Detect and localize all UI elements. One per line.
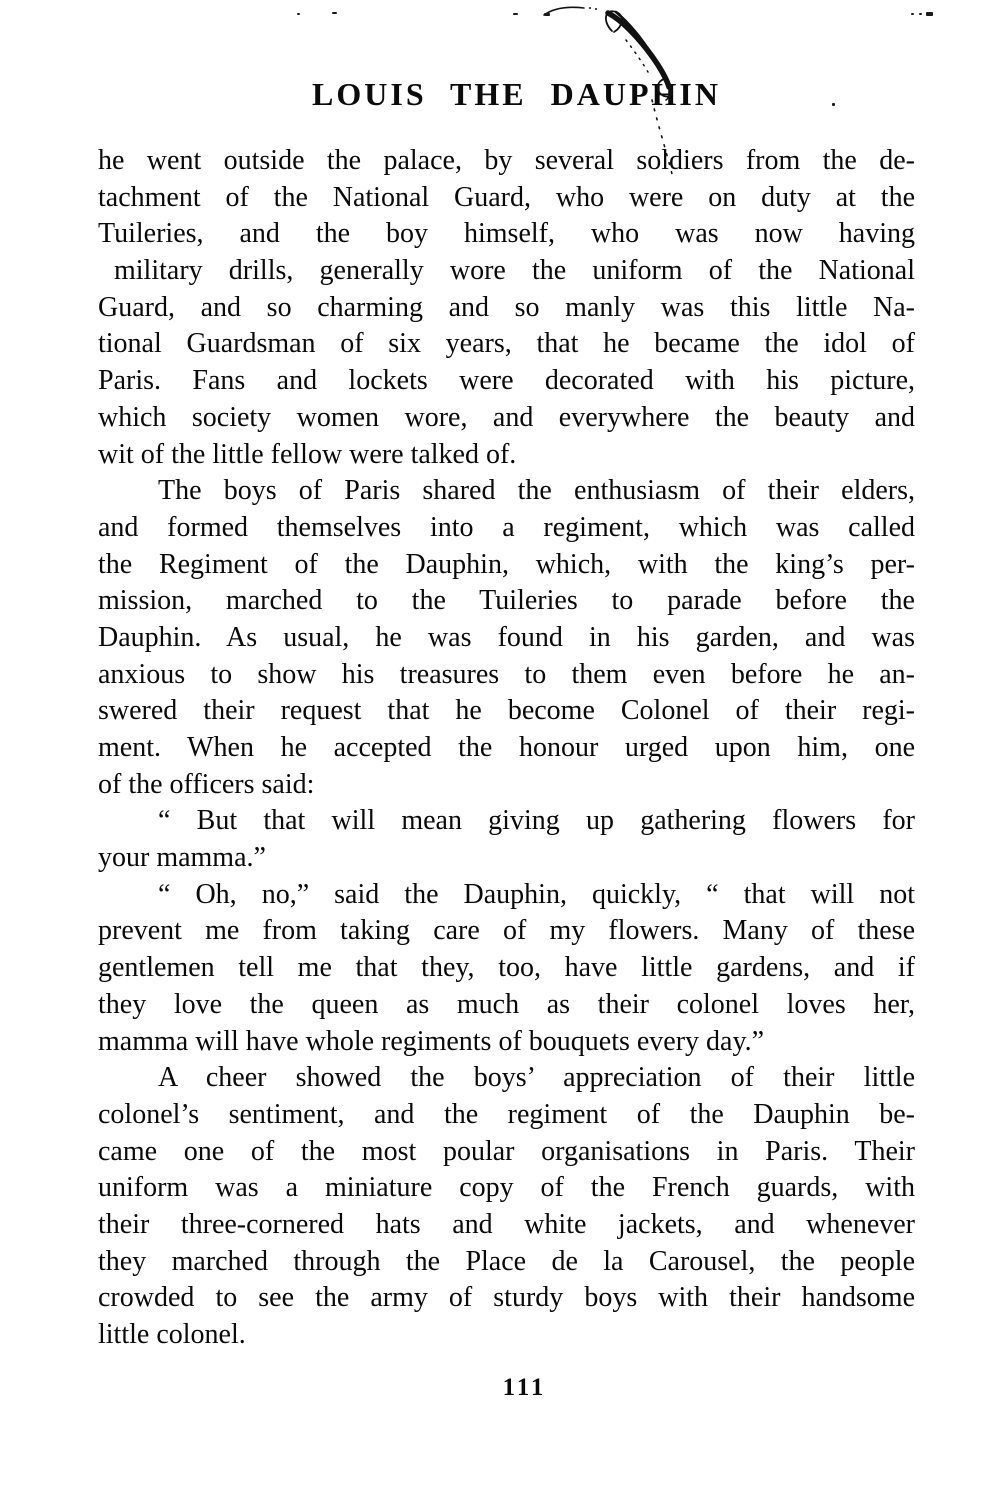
text-line: anxious to show his treasures to them even before he an-: [98, 658, 915, 690]
body-text: [98, 143, 915, 1354]
text-line: your mamma.”: [98, 842, 266, 874]
text-line: A cheer showed the boys’ appreciation of their little: [158, 1062, 915, 1094]
text-line: and formed themselves into a regiment, which was called: [98, 511, 915, 543]
paragraph: [98, 1060, 915, 1354]
text-line: Dauphin. As usual, he was found in his garden, and was: [98, 621, 915, 653]
text-line: little colonel.: [98, 1319, 246, 1350]
text-line: they love the queen as much as their colonel loves her,: [98, 988, 915, 1020]
text-line: swered their request that he become Colonel of their regi-: [98, 695, 915, 727]
text-line: Tuileries, and the boy himself, who was now having: [98, 218, 915, 250]
scan-speck: [911, 13, 914, 15]
text-line: tional Guardsman of six years, that he became the idol of: [98, 328, 915, 360]
text-line: “ Oh, no,” said the Dauphin, quickly, “ that will not: [158, 878, 915, 910]
text-line: prevent me from taking care of my flowers. Many of these: [98, 915, 915, 947]
text-line: military drills, generally wore the uniform of the National: [114, 255, 915, 287]
scan-speck: [332, 12, 337, 14]
scan-speck: [544, 13, 550, 16]
text-line: wit of the little fellow were talked of.: [98, 438, 517, 470]
text-line: he went outside the palace, by several soldiers from the de-: [98, 145, 915, 176]
text-line: The boys of Paris shared the enthusiasm of their elders,: [158, 475, 915, 507]
text-line: uniform was a miniature copy of the French guards, with: [98, 1172, 915, 1204]
scan-speck: [513, 13, 518, 15]
text-line: tachment of the National Guard, who were on duty at the: [98, 181, 915, 213]
page-title: LOUIS THE DAUPHIN: [312, 76, 721, 112]
paragraph: [98, 803, 915, 876]
paragraph: [98, 473, 915, 803]
text-line: “ But that will mean giving up gathering flowers for: [158, 805, 915, 837]
text-line: crowded to see the army of sturdy boys with their handsome: [98, 1282, 915, 1314]
text-line: colonel’s sentiment, and the regiment of the Dauphin be-: [98, 1098, 915, 1130]
text-line: gentlemen tell me that they, too, have little gardens, and if: [98, 952, 915, 984]
text-line: the Regiment of the Dauphin, which, with the king’s per-: [98, 548, 915, 580]
scan-speck: [919, 13, 922, 15]
text-line: they marched through the Place de la Carousel, the people: [98, 1245, 915, 1277]
text-line: mission, marched to the Tuileries to parade before the: [98, 585, 915, 617]
text-line: of the officers said:: [98, 768, 315, 800]
text-line: mamma will have whole regiments of bouquets every day.”: [98, 1025, 765, 1057]
scan-speck: [926, 12, 933, 16]
scan-speck: [832, 103, 835, 106]
text-line: their three-cornered hats and white jackets, and whenever: [98, 1208, 915, 1240]
paragraph: [98, 143, 915, 473]
paragraph: [98, 877, 915, 1060]
text-line: ment. When he accepted the honour urged upon him, one: [98, 732, 915, 763]
text-line: Paris. Fans and lockets were decorated with his picture,: [98, 365, 915, 397]
scan-speck: [297, 13, 300, 15]
text-line: Guard, and so charming and so manly was this little Na-: [98, 291, 915, 323]
text-line: came one of the most poular organisations in Paris. Their: [98, 1135, 915, 1167]
text-line: which society women wore, and everywhere the beauty and: [98, 401, 915, 433]
page-number: 111: [502, 1374, 547, 1401]
